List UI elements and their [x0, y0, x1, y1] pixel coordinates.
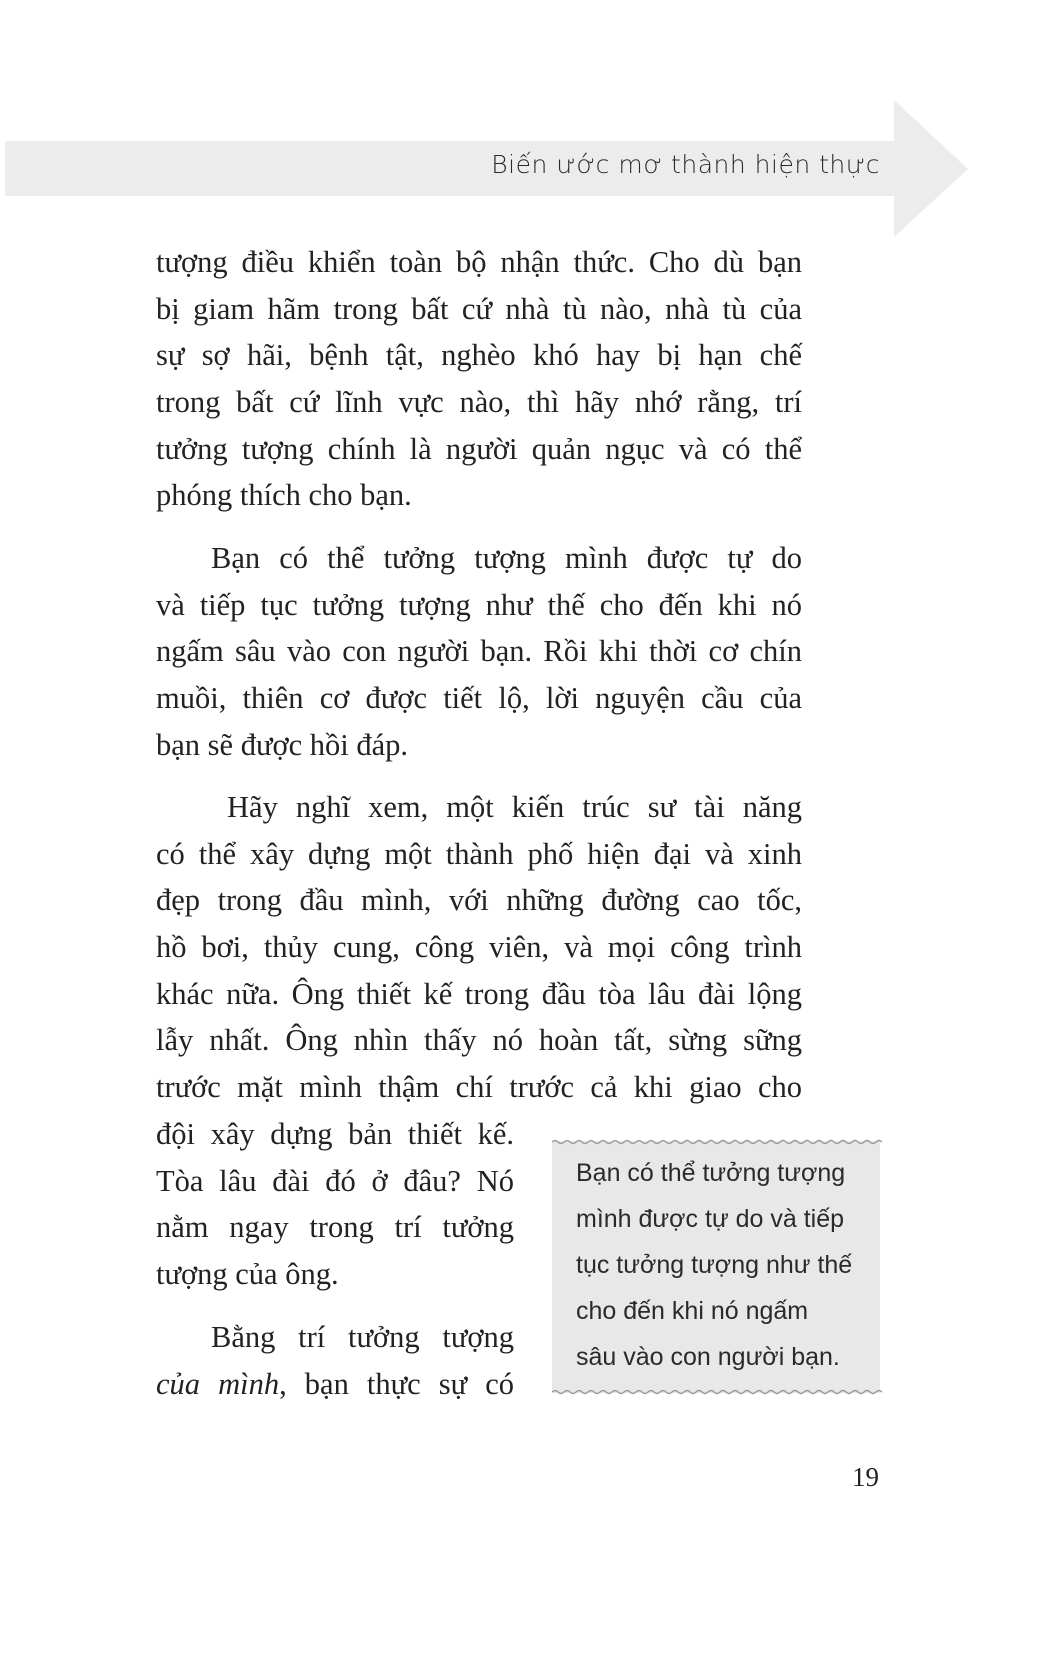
running-header [0, 0, 1048, 260]
chapter-title: Biến ước mơ thành hiện thực [491, 150, 880, 179]
text-line: đẹp trong đầu mình, với những đường cao tốc, [156, 883, 802, 918]
text-line: tưởng tượng chính là người quản ngục và có thể [156, 431, 802, 466]
text-line: phóng thích cho bạn. [156, 478, 412, 513]
text-line: Bằng trí tưởng tượng [211, 1320, 514, 1354]
quote-line: Bạn có thể tưởng tượng [576, 1159, 846, 1187]
text-line: Hãy nghĩ xem, một kiến trúc sư tài năng [227, 790, 802, 824]
text-line: có thể xây dựng một thành phố hiện đại và xinh [156, 836, 802, 871]
quote-line: tục tưởng tượng như thế [576, 1251, 853, 1279]
text-line: khác nữa. Ông thiết kế trong đầu tòa lâu đài lộng [156, 976, 802, 1011]
text-line: muồi, thiên cơ được tiết lộ, lời nguyện cầu của [156, 681, 802, 716]
text-line: hồ bơi, thủy cung, công viên, và mọi công trình [156, 930, 802, 965]
text-line: sự sợ hãi, bệnh tật, nghèo khó hay bị hạn chế [156, 338, 802, 373]
text-line: nằm ngay trong trí tưởng [156, 1210, 514, 1245]
text-line [156, 1361, 514, 1408]
paragraph-1 [156, 239, 802, 519]
page-number: 19 [852, 1462, 879, 1492]
italic-emphasis: của mình [156, 1366, 280, 1401]
text-line: Tòa lâu đài đó ở đâu? Nó [156, 1163, 514, 1198]
text-line: ngấm sâu vào con người bạn. Rồi khi thời cơ chín [156, 634, 802, 669]
quote-line: sâu vào con người bạn. [576, 1343, 840, 1371]
paragraph-4 [156, 1314, 514, 1407]
quote-line: cho đến khi nó ngấm [576, 1297, 809, 1325]
text-segment: , bạn thực sự có [279, 1366, 514, 1401]
text-line: trong bất cứ lĩnh vực nào, thì hãy nhớ rằng, trí [156, 385, 802, 420]
text-line: và tiếp tục tưởng tượng như thế cho đến khi nó [156, 587, 802, 622]
pull-quote-box [552, 1138, 880, 1396]
text-line: đội xây dựng bản thiết kế. [156, 1116, 514, 1151]
paragraph-2 [156, 535, 802, 768]
text-line: lẫy nhất. Ông nhìn thấy nó hoàn tất, sừng sững [156, 1023, 802, 1058]
header-arrow-icon [0, 0, 1048, 260]
text-line: trước mặt mình thậm chí trước cả khi giao cho [156, 1070, 802, 1105]
pull-quote-text [576, 1150, 852, 1380]
quote-line: mình được tự do và tiếp [576, 1205, 845, 1233]
text-line: bạn sẽ được hồi đáp. [156, 727, 409, 762]
text-line: Bạn có thể tưởng tượng mình được tự do [211, 541, 802, 575]
text-line: tượng điều khiển toàn bộ nhận thức. Cho dù bạn [156, 245, 802, 279]
text-line: tượng của ông. [156, 1256, 339, 1291]
text-line: bị giam hãm trong bất cứ nhà tù nào, nhà tù của [156, 291, 802, 326]
